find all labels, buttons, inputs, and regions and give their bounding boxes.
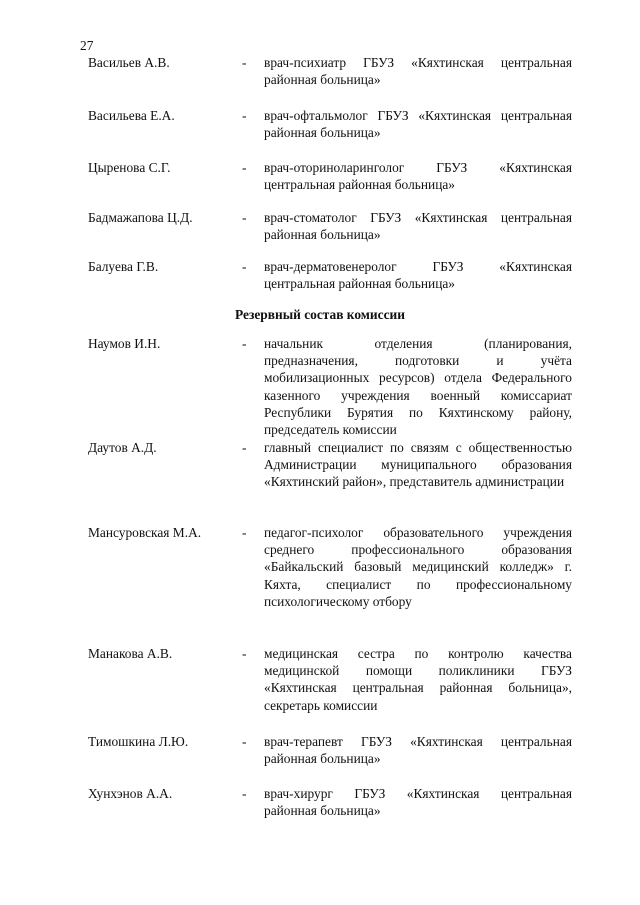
dash-separator: -: [242, 646, 247, 661]
member-name: Хунхэнов А.А.: [88, 786, 173, 801]
member-position: начальник отделения (планирования, предназначения, подготовки и учёта мобилизационных ресурсов) отдела Федерального казенного учреждения военный комиссариат Республики Бурятия по Кяхтинскому району, председатель комиссии: [264, 336, 572, 438]
dash-separator: -: [242, 210, 247, 225]
member-position: педагог-психолог образовательного учреждения среднего профессионального образования «Байкальский базовый медицинский колледж» г. Кяхта, специалист по профессиональному психологическому отбору: [264, 525, 572, 609]
dash-separator: -: [242, 786, 247, 801]
dash-separator: -: [242, 108, 247, 123]
dash-separator: -: [242, 55, 247, 70]
section-heading: Резервный состав комиссии: [235, 307, 405, 322]
member-position: врач-оториноларинголог ГБУЗ «Кяхтинская центральная районная больница»: [264, 160, 572, 193]
dash-separator: -: [242, 160, 247, 175]
member-position: врач-офтальмолог ГБУЗ «Кяхтинская центральная районная больница»: [264, 108, 572, 141]
member-name: Балуева Г.В.: [88, 259, 159, 274]
member-name: Тимошкина Л.Ю.: [88, 734, 189, 749]
dash-separator: -: [242, 440, 247, 455]
member-position: врач-терапевт ГБУЗ «Кяхтинская центральная районная больница»: [264, 734, 572, 767]
dash-separator: -: [242, 259, 247, 274]
member-name: Манакова А.В.: [88, 646, 173, 661]
member-name: Мансуровская М.А.: [88, 525, 202, 540]
member-name: Бадмажапова Ц.Д.: [88, 210, 193, 225]
member-name: Даутов А.Д.: [88, 440, 157, 455]
member-position: врач-психиатр ГБУЗ «Кяхтинская центральная районная больница»: [264, 55, 572, 88]
member-position: врач-хирург ГБУЗ «Кяхтинская центральная районная больница»: [264, 786, 572, 819]
dash-separator: -: [242, 336, 247, 351]
member-position: врач-стоматолог ГБУЗ «Кяхтинская центральная районная больница»: [264, 210, 572, 243]
member-name: Васильева Е.А.: [88, 108, 175, 123]
member-name: Васильев А.В.: [88, 55, 170, 70]
member-position: врач-дерматовенеролог ГБУЗ «Кяхтинская центральная районная больница»: [264, 259, 572, 292]
page-number: 27: [80, 38, 94, 53]
member-position: медицинская сестра по контролю качества медицинской помощи поликлиники ГБУЗ «Кяхтинская центральная районная больница», секретарь комиссии: [264, 646, 572, 713]
member-name: Цыренова С.Г.: [88, 160, 171, 175]
dash-separator: -: [242, 525, 247, 540]
member-name: Наумов И.Н.: [88, 336, 161, 351]
dash-separator: -: [242, 734, 247, 749]
member-position: главный специалист по связям с общественностью Администрации муниципального образования «Кяхтинский район», представитель администрации: [264, 440, 572, 490]
